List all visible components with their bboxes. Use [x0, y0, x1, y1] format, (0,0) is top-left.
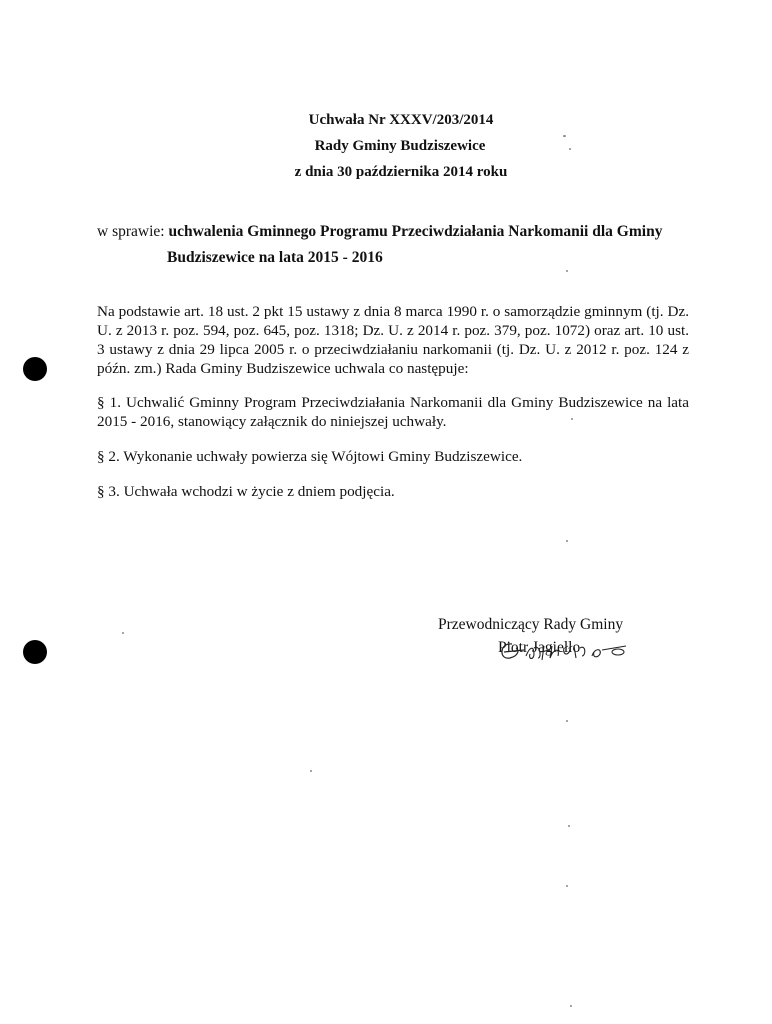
- signatory-name: Piotr Jagiełło: [498, 639, 581, 656]
- scan-speck: [566, 720, 568, 722]
- section-2-paragraph: § 2. Wykonanie uchwały powierza się Wójtowi Gminy Budziszewice.: [97, 448, 523, 465]
- signatory-role: Przewodniczący Rady Gminy: [438, 616, 624, 633]
- scan-speck: [568, 825, 570, 827]
- scan-speck: [566, 885, 568, 887]
- resolution-body: [97, 302, 689, 501]
- council-name: Rady Gminy Budziszewice: [314, 138, 486, 154]
- scan-speck: [571, 418, 573, 420]
- section-1-paragraph: § 1. Uchwalić Gminny Program Przeciwdziałania Narkomanii dla Gminy Budziszewice na lata 2015 - 2016, stanowiący załącznik do niniejszej uchwały.: [97, 394, 689, 430]
- scan-speck: [122, 632, 124, 634]
- scan-speck: [570, 1005, 572, 1007]
- punch-hole-bottom: [23, 640, 47, 664]
- legal-basis-paragraph: Na podstawie art. 18 ust. 2 pkt 15 ustawy z dnia 8 marca 1990 r. o samorządzie gminnym (tj. Dz. U. z 2013 r. poz. 594, poz. 645, poz. 1318; Dz. U. z 2014 r. poz. 379, poz. 1072) oraz art. 10 ust. 3 ustawy z dnia 29 lipca 2005 r. o przeciwdziałaniu narkomanii (tj. Dz. U. z 2012 r. poz. 124 z późn. zm.) Rada Gminy Budziszewice uchwala co następuje:: [97, 303, 689, 377]
- scan-speck: [566, 540, 568, 542]
- section-3-paragraph: § 3. Uchwała wchodzi w życie z dniem podjęcia.: [97, 483, 395, 500]
- scan-speck: [563, 135, 566, 137]
- subject-prefix: w sprawie:: [97, 223, 169, 240]
- scan-speck: [310, 770, 312, 772]
- punch-hole-top: [23, 357, 47, 381]
- resolution-subject: [97, 219, 697, 271]
- resolution-number: Uchwała Nr XXXV/203/2014: [308, 112, 494, 128]
- subject-title-line2: Budziszewice na lata 2015 - 2016: [167, 249, 383, 266]
- scan-speck: [566, 270, 568, 272]
- handwritten-signature: [490, 634, 630, 668]
- scan-speck: [569, 148, 571, 150]
- resolution-date: z dnia 30 października 2014 roku: [294, 164, 508, 180]
- resolution-header: [0, 107, 772, 185]
- subject-title-line1: uchwalenia Gminnego Programu Przeciwdziałania Narkomanii dla Gminy: [168, 223, 663, 240]
